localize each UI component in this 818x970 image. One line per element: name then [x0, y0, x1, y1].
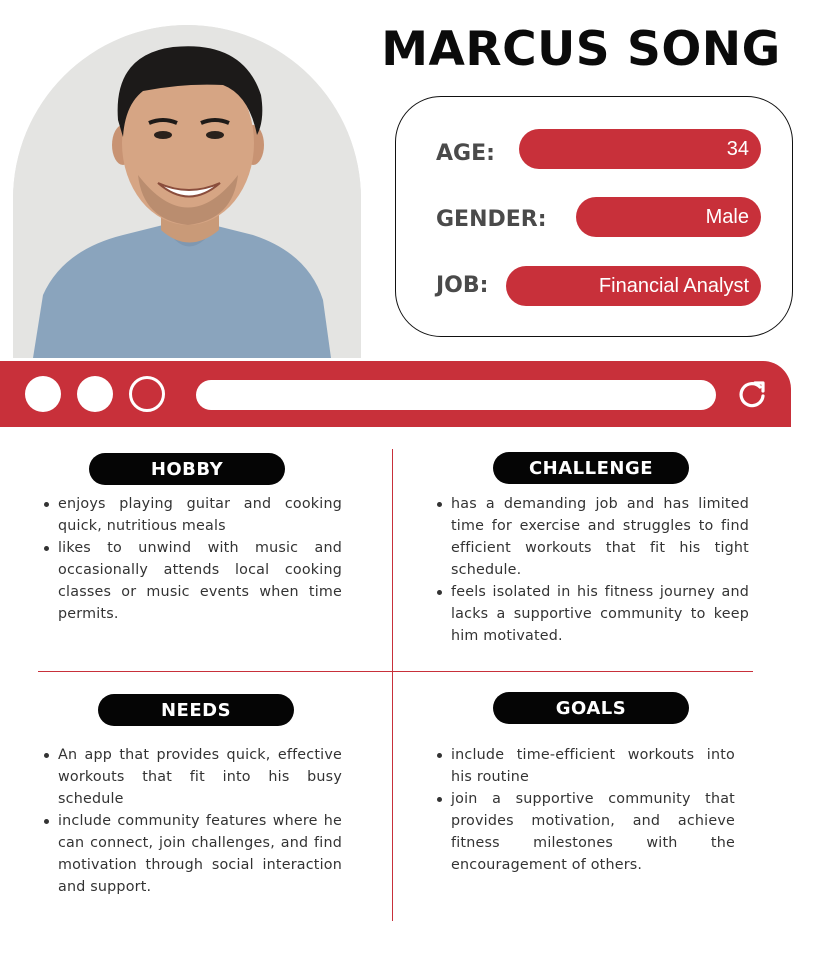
list-item: An app that provides quick, effective workouts that fit into his busy schedule: [42, 744, 342, 810]
profile-photo: [13, 25, 361, 358]
job-value: Financial Analyst: [506, 266, 761, 306]
list-item: enjoys playing guitar and cooking quick, nutritious meals: [42, 493, 342, 537]
job-label: JOB:: [436, 273, 489, 298]
persona-info-card: [395, 96, 793, 337]
window-dot-1: [25, 376, 61, 412]
portrait-illustration: [13, 25, 361, 358]
url-bar: [196, 380, 716, 410]
goals-list: [435, 744, 735, 876]
hobby-list: [42, 493, 342, 625]
age-value: 34: [519, 129, 761, 169]
vertical-divider: [392, 449, 393, 921]
list-item: include time-efficient workouts into his routine: [435, 744, 735, 788]
hobby-heading: HOBBY: [89, 453, 285, 485]
refresh-icon: [733, 376, 771, 414]
list-item: join a supportive community that provides motivation, and achieve fitness milestones with the encouragement of others.: [435, 788, 735, 876]
persona-name: MARCUS SONG: [381, 22, 781, 77]
needs-list: [42, 744, 342, 898]
challenge-heading: CHALLENGE: [493, 452, 689, 484]
list-item: feels isolated in his fitness journey and lacks a supportive community to keep him motivated.: [435, 581, 749, 647]
gender-value: Male: [576, 197, 761, 237]
browser-bar: [0, 361, 791, 427]
list-item: include community features where he can connect, join challenges, and find motivation through social interaction and support.: [42, 810, 342, 898]
needs-heading: NEEDS: [98, 694, 294, 726]
gender-label: GENDER:: [436, 207, 547, 232]
list-item: likes to unwind with music and occasionally attends local cooking classes or music events when time permits.: [42, 537, 342, 625]
challenge-list: [435, 493, 749, 647]
window-dot-2: [77, 376, 113, 412]
goals-heading: GOALS: [493, 692, 689, 724]
horizontal-divider: [38, 671, 753, 672]
window-dot-3: [129, 376, 165, 412]
list-item: has a demanding job and has limited time for exercise and struggles to find efficient workouts that fit his tight schedule.: [435, 493, 749, 581]
age-label: AGE:: [436, 141, 495, 166]
